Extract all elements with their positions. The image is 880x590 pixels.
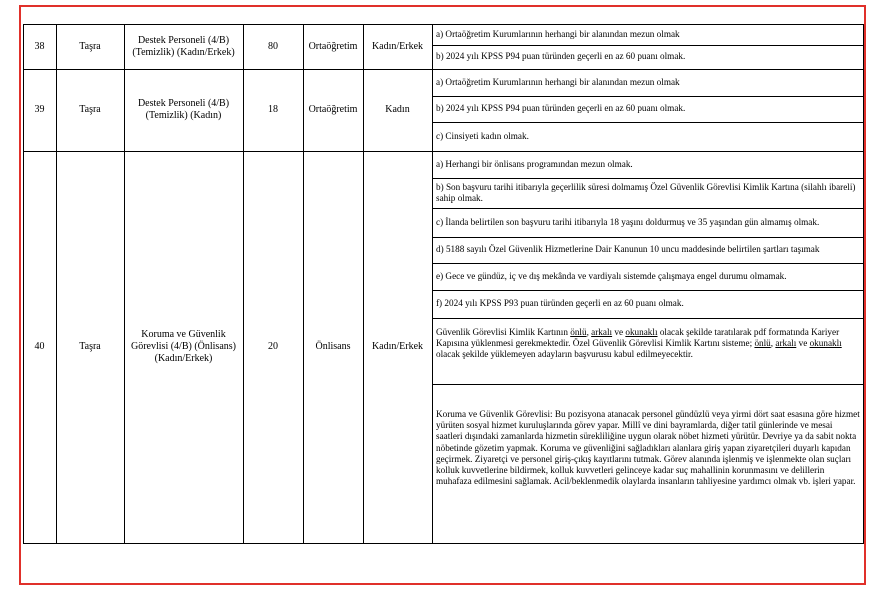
requirement-item: a) Ortaöğretim Kurumlarının herhangi bir alanından mezun olmak bbox=[436, 28, 680, 39]
underlined-term: arkalı bbox=[591, 327, 613, 337]
requirement-item: c) İlanda belirtilen son başvuru tarihi itibarıyla 18 yaşını doldurmuş ve 35 yaşından gün almamış olmak. bbox=[436, 216, 820, 227]
sub-row-separator bbox=[433, 318, 864, 319]
column-border bbox=[863, 24, 864, 543]
row-number: 38 bbox=[34, 40, 45, 52]
position-count: 18 bbox=[268, 104, 278, 115]
underlined-term: önlü bbox=[570, 327, 587, 337]
gender-cell: Kadın/Erkek bbox=[371, 341, 424, 352]
requirement-item: b) 2024 yılı KPSS P94 puan türünden geçerli en az 60 puanı olmak. bbox=[436, 51, 686, 62]
location-cell: Taşra bbox=[79, 40, 101, 52]
requirement-item: b) 2024 yılı KPSS P94 puan türünden geçerli en az 60 puanı olmak. bbox=[436, 103, 686, 114]
underlined-term: okunaklı bbox=[809, 338, 842, 349]
requirement-item: e) Gece ve gündüz, iç ve dış mekânda ve vardiyalı sistemde çalışmaya engel durumu olmamak. bbox=[436, 270, 787, 281]
requirement-item: c) Cinsiyeti kadın olmak. bbox=[436, 130, 529, 141]
gender-cell: Kadın bbox=[385, 104, 410, 115]
underlined-term: önlü bbox=[754, 338, 771, 349]
sub-row-separator bbox=[433, 384, 864, 385]
education-level: Önlisans bbox=[315, 341, 351, 352]
location-cell: Taşra bbox=[79, 341, 101, 352]
position-count: 20 bbox=[268, 341, 278, 352]
id-card-upload-note: Güvenlik Görevlisi Kimlik Kartının önlü, arkalı ve okunaklı olacak şekilde taratılarak pdf formatında Kariyer Kapısına yüklenmesi gerekmektedir. Özel Güvenlik Görevlisi Kimlik Kartını sisteme; önlü, arkalı ve okunaklı olacak şekilde yüklemeyen adayların başvurusu kabul edilmeyecektir. bbox=[436, 327, 842, 360]
requirement-item: f) 2024 yılı KPSS P93 puan türünden geçerli en az 60 puanı olmak. bbox=[436, 298, 684, 309]
education-level: Ortaöğretim bbox=[308, 104, 358, 115]
position-title: Destek Personeli (4/B) (Temizlik) (Kadın/Erkek) bbox=[132, 34, 235, 58]
requirement-item: a) Ortaöğretim Kurumlarının herhangi bir alanından mezun olmak bbox=[436, 76, 680, 87]
table-bottom-border bbox=[23, 543, 864, 544]
position-count: 80 bbox=[268, 40, 278, 52]
position-title: Destek Personeli (4/B) (Temizlik) (Kadın) bbox=[137, 98, 230, 121]
requirement-item: a) Herhangi bir önlisans programından mezun olmak. bbox=[436, 158, 633, 169]
requirement-item: b) Son başvuru tarihi itibarıyla geçerlilik süresi dolmamış Özel Güvenlik Görevlisi Kimlik Kartına (silahlı ibareli) sahip olmak. bbox=[436, 181, 856, 203]
underlined-term: okunaklı bbox=[625, 327, 658, 337]
row-number: 39 bbox=[34, 104, 45, 115]
underlined-term: arkalı bbox=[775, 338, 797, 349]
position-title: Koruma ve Güvenlik Görevlisi (4/B) (Önlisans)(Kadın/Erkek) bbox=[131, 329, 236, 364]
requirement-item: d) 5188 sayılı Özel Güvenlik Hizmetlerine Dair Kanunun 10 uncu maddesinde belirtilen şartları taşımak bbox=[436, 244, 820, 255]
location-cell: Taşra bbox=[79, 104, 101, 115]
gender-cell: Kadın/Erkek bbox=[371, 40, 424, 52]
job-description: Koruma ve Güvenlik Görevlisi: Bu pozisyona atanacak personel gündüzlü veya yirmi dört saat esasına göre hizmet yürüten sosyal hizmet kuruluşlarında görev yapar. Millî ve dini bayramlarda, diğer tatil günlerinde ve mesai saatleri dışındaki zamanlarda hizmetin sürekliliğine uygun olarak nöbet hizmeti yürütür. Devriye ya da sabit nokta nöbetinde gözetim yapmak. Koruma ve güvenliğini sağladıkları alanlara giriş yapan ziyaretçileri duyarlı kapıdan geçirmek. Ziyaretçi ve personel giriş-çıkış kayıtlarını tutmak. Görev alanında işlenmiş ve işlenmekte olan suçları kolluk kuvvetlerine bildirmek, kolluk kuvvetleri gelinceye kadar suç mahallinin korunmasını ve delillerin muhafaza edilmesini sağlamak. Acil/beklenmedik olaylarda insanların tahliyesine yardımcı olmak vb. işleri yapar. bbox=[436, 409, 860, 487]
education-level: Ortaöğretim bbox=[308, 40, 358, 52]
row-number: 40 bbox=[34, 341, 45, 352]
